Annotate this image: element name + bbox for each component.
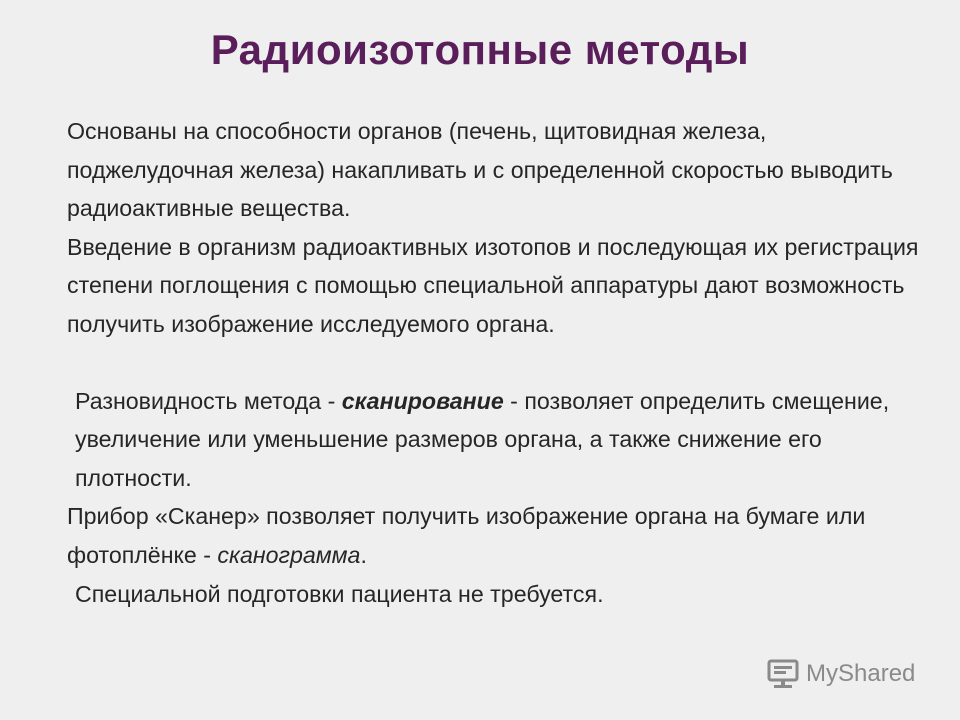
myshared-logo-icon: [766, 659, 800, 689]
paragraph-4-end: .: [360, 541, 367, 568]
paragraph-3-start: Разновидность метода -: [75, 387, 342, 414]
paragraph-3: [32, 382, 932, 498]
watermark: [766, 656, 915, 692]
paragraph-3-end: - позволяет определить смещение, увеличение или уменьшение размеров органа, а также снижение его плотности.: [75, 387, 890, 491]
watermark-text: MyShared: [806, 660, 916, 687]
term-scanning: сканирование: [341, 387, 504, 414]
paragraph-1: Основаны на способности органов (печень, щитовидная железа, поджелудочная железа) накапливать и с определенной скоростью выводить радиоактивные вещества.: [67, 118, 893, 222]
paragraph-5: Специальной подготовки пациента не требуется.: [75, 580, 604, 607]
paragraph-2: Введение в организм радиоактивных изотопов и последующая их регистрация степени поглощения с помощью специальной аппаратуры дают возможность получить изображение исследуемого органа.: [67, 233, 919, 337]
slide-title: Радиоизотопные методы: [210, 26, 750, 73]
paragraph-4: [32, 497, 932, 574]
paragraph-gap: [32, 344, 932, 382]
slide-body: [32, 112, 932, 613]
term-scanogram: сканограмма: [217, 541, 361, 568]
paragraph-4-start: Прибор «Сканер» позволяет получить изображение органа на бумаге или фотоплёнке -: [67, 503, 866, 568]
